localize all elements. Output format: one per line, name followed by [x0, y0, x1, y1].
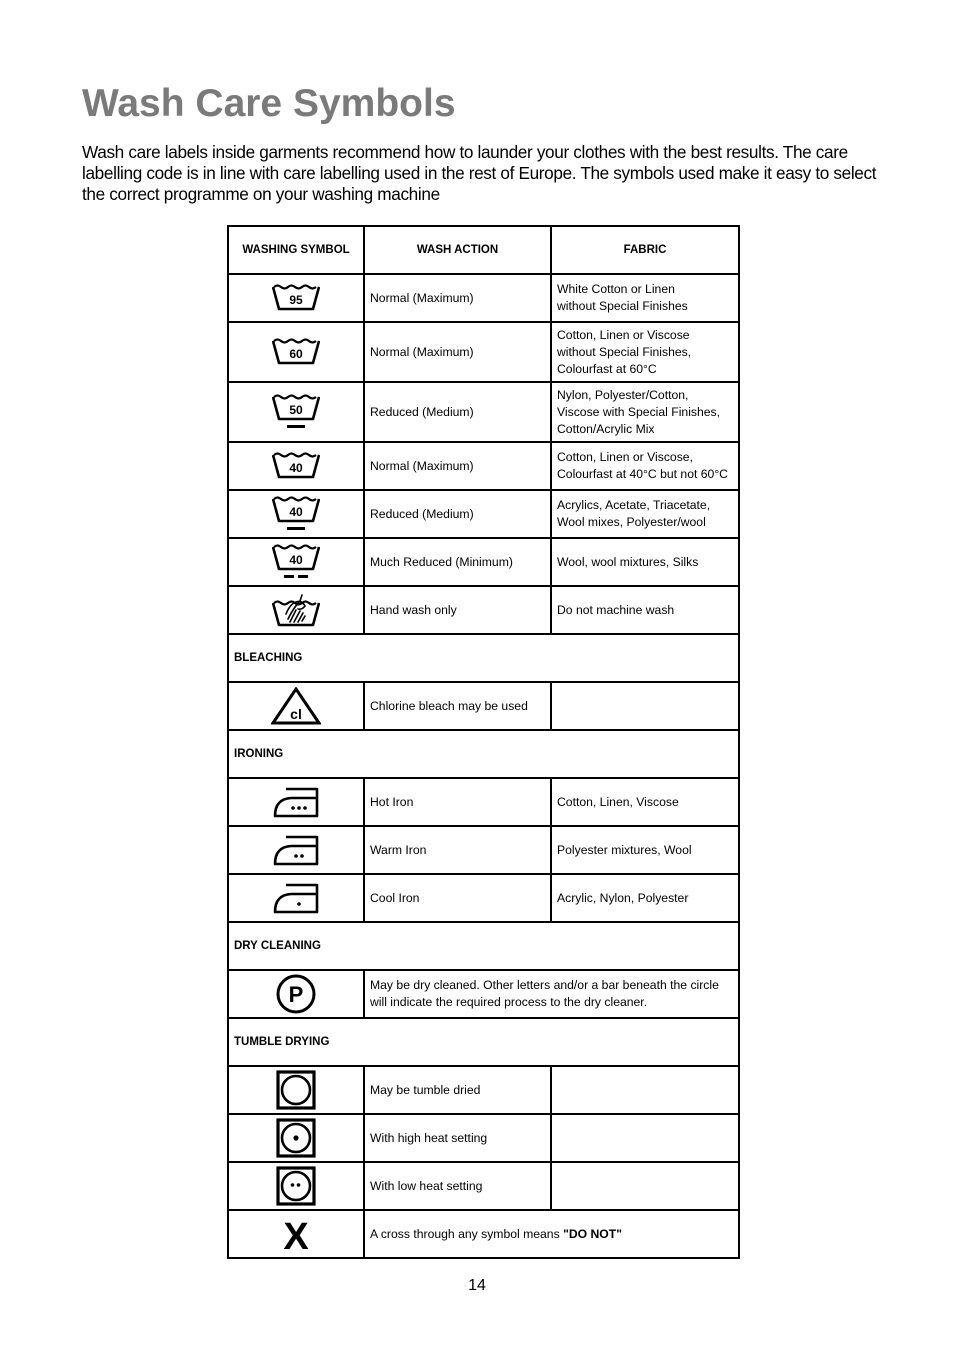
section-label: TUMBLE DRYING [228, 1018, 739, 1066]
wash-tub-50-bar-icon [272, 394, 320, 430]
table-row [228, 1210, 739, 1258]
dry-clean-description: May be dry cleaned. Other letters and/or a bar beneath the circle will indicate the required process to the dry cleaner. [364, 970, 739, 1018]
fabric-cell: Do not machine wash [551, 586, 739, 634]
wash-action-cell: Normal (Maximum) [364, 442, 551, 490]
wash-action-cell: Reduced (Medium) [364, 382, 551, 442]
table-row [228, 490, 739, 538]
fabric-cell: Polyester mixtures, Wool [551, 826, 739, 874]
header-wash-action: WASH ACTION [364, 226, 551, 274]
wash-action-cell: Warm Iron [364, 826, 551, 874]
fabric-cell: White Cotton or Linen without Special Finishes [551, 274, 739, 322]
wash-action-cell: May be tumble dried [364, 1066, 551, 1114]
wash-action-cell: Normal (Maximum) [364, 322, 551, 382]
fabric-cell: Nylon, Polyester/Cotton, Viscose with Special Finishes, Cotton/Acrylic Mix [551, 382, 739, 442]
iron-three-dots-icon [271, 785, 321, 819]
wash-action-cell: Cool Iron [364, 874, 551, 922]
wash-tub-40-bar-icon [272, 496, 320, 532]
header-washing-symbol: WASHING SYMBOL [228, 226, 364, 274]
svg-text:40: 40 [289, 461, 303, 475]
cross-icon [278, 1214, 314, 1254]
iron-one-dot-icon [271, 881, 321, 915]
tumble-dry-one-dot-icon [276, 1118, 316, 1158]
section-label: BLEACHING [228, 634, 739, 682]
table-row [228, 382, 739, 442]
section-row-dry-cleaning [228, 922, 739, 970]
section-row-ironing [228, 730, 739, 778]
iron-two-dots-icon [271, 833, 321, 867]
wash-action-cell: Hand wash only [364, 586, 551, 634]
table-row [228, 274, 739, 322]
table-row [228, 682, 739, 730]
section-label: DRY CLEANING [228, 922, 739, 970]
intro-paragraph: Wash care labels inside garments recommend how to launder your clothes with the best results. The care labelling code is in line with care labelling used in the rest of Europe. The symbols used make it easy to select the correct programme on your washing machine [82, 142, 877, 204]
fabric-cell: Wool, wool mixtures, Silks [551, 538, 739, 586]
wash-action-cell: With high heat setting [364, 1114, 551, 1162]
wash-tub-40-double-bar-icon [272, 544, 320, 580]
fabric-cell [551, 1066, 739, 1114]
tumble-dry-icon [276, 1070, 316, 1110]
table-row [228, 538, 739, 586]
table-row [228, 778, 739, 826]
wash-action-cell: Normal (Maximum) [364, 274, 551, 322]
chlorine-bleach-triangle-icon [271, 687, 321, 725]
svg-text:95: 95 [289, 293, 303, 307]
wash-action-cell: With low heat setting [364, 1162, 551, 1210]
svg-text:cl: cl [290, 706, 302, 722]
fabric-cell: Cotton, Linen or Viscose without Special Finishes, Colourfast at 60°C [551, 322, 739, 382]
header-fabric: FABRIC [551, 226, 739, 274]
wash-tub-40-icon [272, 452, 320, 480]
wash-action-cell: Much Reduced (Minimum) [364, 538, 551, 586]
section-row-bleaching [228, 634, 739, 682]
table-row [228, 1066, 739, 1114]
wash-tub-60-icon [272, 338, 320, 366]
svg-text:X: X [283, 1216, 309, 1254]
table-row [228, 322, 739, 382]
fabric-cell: Cotton, Linen or Viscose, Colourfast at 40°C but not 60°C [551, 442, 739, 490]
svg-text:40: 40 [289, 553, 303, 567]
table-row [228, 442, 739, 490]
section-label: IRONING [228, 730, 739, 778]
svg-text:P: P [288, 982, 304, 1007]
wash-action-cell: Reduced (Medium) [364, 490, 551, 538]
table-row [228, 826, 739, 874]
fabric-cell: Acrylics, Acetate, Triacetate, Wool mixes, Polyester/wool [551, 490, 739, 538]
fabric-cell [551, 682, 739, 730]
table-row [228, 970, 739, 1018]
table-row [228, 1162, 739, 1210]
tumble-dry-two-dots-icon [276, 1166, 316, 1206]
svg-text:40: 40 [289, 505, 303, 519]
do-not-emphasis: "DO NOT" [563, 1226, 623, 1241]
page-number: 14 [468, 1277, 486, 1294]
fabric-cell [551, 1114, 739, 1162]
do-not-note: A cross through any symbol means "DO NOT" [364, 1210, 739, 1258]
svg-text:50: 50 [289, 403, 303, 417]
dry-clean-p-circle-icon [275, 973, 317, 1015]
table-header-row [228, 226, 739, 274]
wash-action-cell: Hot Iron [364, 778, 551, 826]
table-row [228, 586, 739, 634]
svg-text:60: 60 [289, 347, 303, 361]
page-title: Wash Care Symbols [82, 82, 456, 125]
table-row [228, 874, 739, 922]
fabric-cell: Cotton, Linen, Viscose [551, 778, 739, 826]
section-row-tumble-drying [228, 1018, 739, 1066]
hand-wash-icon [272, 592, 320, 628]
wash-care-table [227, 225, 740, 1259]
table-row [228, 1114, 739, 1162]
wash-action-cell: Chlorine bleach may be used [364, 682, 551, 730]
fabric-cell: Acrylic, Nylon, Polyester [551, 874, 739, 922]
wash-tub-95-icon [272, 284, 320, 312]
fabric-cell [551, 1162, 739, 1210]
